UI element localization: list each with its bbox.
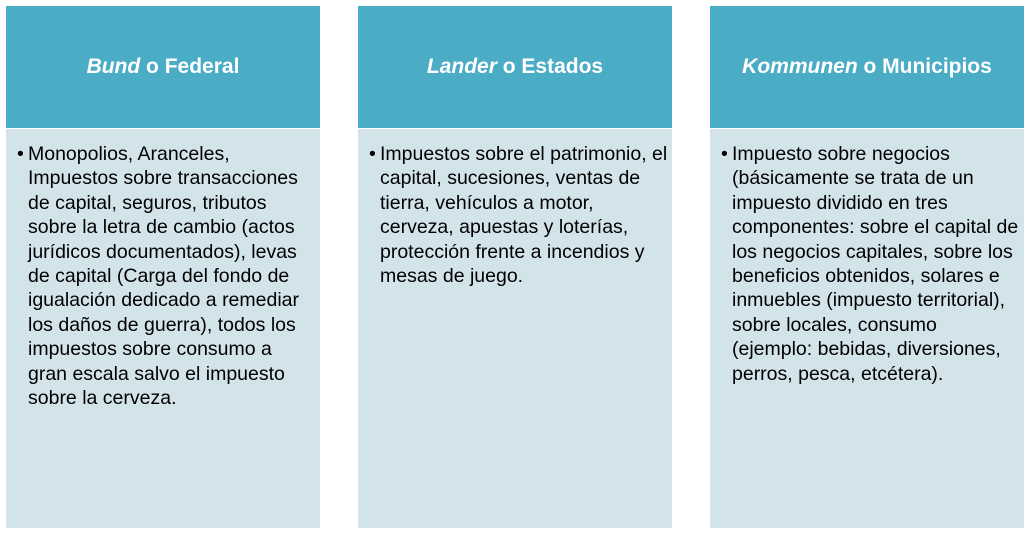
column-body-federal <box>6 129 320 528</box>
header-italic-term: Lander <box>426 55 497 78</box>
column-estados <box>358 6 672 528</box>
column-header-estados <box>358 6 672 128</box>
column-body-estados <box>358 129 672 528</box>
bullet-icon: • <box>721 143 728 165</box>
bullet-item <box>368 142 668 288</box>
column-body-municipios <box>710 129 1024 528</box>
bullet-icon: • <box>369 143 376 165</box>
bullet-text: Impuestos sobre el patrimonio, el capital, sucesiones, ventas de tierra, vehículos a motor, cerveza, apuestas y loterías, protección frente a incendios y mesas de juego. <box>380 143 668 288</box>
bullet-item <box>720 142 1020 386</box>
bullet-text: Monopolios, Aranceles, Impuestos sobre transacciones de capital, seguros, tributos sobre la letra de cambio (actos jurídicos documentados), levas de capital (Carga del fondo de igualación dedicado a remediar los daños de guerra), todos los impuestos sobre consumo a gran escala salvo el impuesto sobre la cerveza. <box>28 143 300 410</box>
header-label: o Municipios <box>857 55 992 78</box>
bullet-item <box>16 142 316 410</box>
column-federal <box>6 6 320 528</box>
column-header-municipios <box>710 6 1024 128</box>
header-italic-term: Kommunen <box>742 55 858 78</box>
column-municipios <box>710 6 1024 528</box>
bullet-icon: • <box>17 143 24 165</box>
column-header-federal <box>6 6 320 128</box>
header-italic-term: Bund <box>86 55 141 78</box>
bullet-text: Impuesto sobre negocios (básicamente se trata de un impuesto dividido en tres componentes: sobre el capital de los negocios capitales, sobre los beneficios obtenidos, solares e inmuebles (impuesto territorial), sobre locales, consumo (ejemplo: bebidas, diversiones, perros, pesca, etcétera). <box>732 143 1019 385</box>
header-label: o Federal <box>140 55 240 78</box>
header-label: o Estados <box>496 55 604 78</box>
